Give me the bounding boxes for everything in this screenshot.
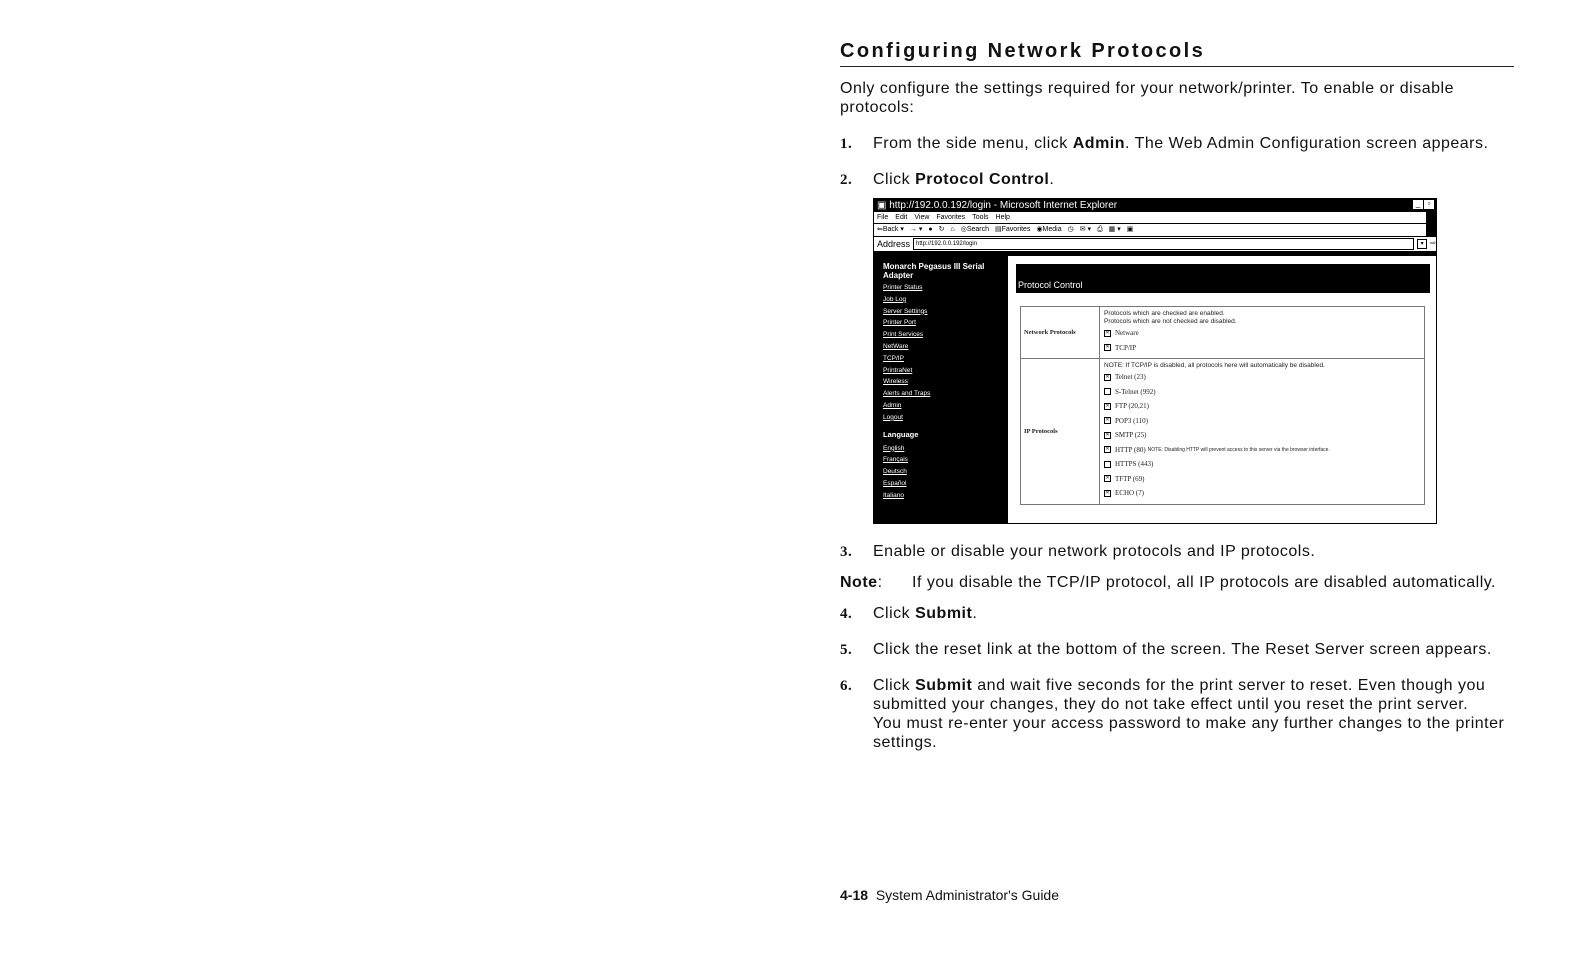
- language-english[interactable]: English: [883, 444, 905, 452]
- step-6: 6. Click Submit and wait five seconds for the print server to reset. Even though you submitted your changes, they do not take effect until you reset the print server. You must re-enter your access password to make any further changes to the printer settings.: [840, 676, 1514, 752]
- language-francais[interactable]: Français: [883, 456, 908, 464]
- sidebar-item-wireless[interactable]: Wireless: [883, 378, 908, 386]
- ip-protocol-label: S-Telnet (992): [1115, 387, 1156, 396]
- network-protocols-cell: Protocols which are checked are enabled. Protocols which are not checked are disabled. ✕ Netware ✕ TCP/IP: [1100, 307, 1425, 359]
- protocol-table: [1020, 306, 1425, 505]
- menu-file[interactable]: File: [877, 214, 889, 221]
- network-protocol-label: Netware: [1115, 329, 1139, 337]
- ip-protocol-label: SMTP (25): [1115, 431, 1147, 439]
- sidebar-item-printer-port[interactable]: Printer Port: [883, 319, 916, 327]
- checked-checkbox[interactable]: [1104, 490, 1111, 497]
- note-label: Note: [840, 574, 878, 591]
- media-icon: ◉: [1036, 226, 1043, 233]
- ip-protocol-item: [1104, 370, 1420, 385]
- language-espanol[interactable]: Español: [883, 479, 907, 487]
- page-footer: [840, 887, 1059, 903]
- panel-title: Protocol Control: [1018, 280, 1083, 290]
- panel-header: [1016, 264, 1430, 293]
- address-label: Address: [877, 239, 911, 249]
- ip-protocol-item: [1104, 443, 1420, 458]
- admin-sidebar: [874, 256, 1004, 523]
- sidebar-item-admin[interactable]: Admin: [883, 401, 902, 409]
- restore-icon[interactable]: ▫: [1424, 200, 1434, 209]
- edit-icon[interactable]: ▦ ▾: [1108, 226, 1121, 233]
- step-1: 1. From the side menu, click Admin. The Web Admin Configuration screen appears.: [840, 135, 1489, 152]
- ip-protocols-label: IP Protocols: [1021, 359, 1100, 505]
- step-6-followup: You must re-enter your access password to make any further changes to the printer settings.: [873, 715, 1505, 751]
- checked-checkbox[interactable]: [1104, 475, 1111, 482]
- favorites-icon: ▤: [995, 226, 1002, 233]
- step-number: 4.: [840, 606, 853, 622]
- document-page: [840, 40, 1514, 752]
- ip-protocol-list: [1104, 370, 1420, 501]
- forward-arrow-icon[interactable]: → ▾: [909, 226, 923, 233]
- ip-protocol-label: FTP (20,21): [1115, 402, 1149, 410]
- favorites-button[interactable]: ▤Favorites: [995, 226, 1031, 233]
- window-title: http://192.0.0.192/login - Microsoft Internet Explorer: [889, 200, 1118, 211]
- discuss-icon[interactable]: ▣: [1126, 226, 1134, 233]
- menu-view[interactable]: View: [914, 214, 930, 221]
- search-icon: ◎: [960, 226, 967, 233]
- window-titlebar: [874, 199, 1436, 212]
- checked-checkbox[interactable]: [1104, 446, 1111, 453]
- step-2: 2. Click Protocol Control.: [840, 171, 1055, 188]
- protocol-control-screenshot: [873, 198, 1437, 524]
- ip-protocol-item: [1104, 414, 1420, 429]
- step-number: 5.: [840, 642, 853, 658]
- ip-protocol-label: Telnet (23): [1115, 373, 1146, 381]
- unchecked-checkbox[interactable]: [1104, 388, 1111, 395]
- sidebar-item-server-settings[interactable]: Server Settings: [883, 307, 928, 315]
- table-row: [1021, 359, 1425, 505]
- menu-favorites[interactable]: Favorites: [936, 214, 966, 221]
- chevron-down-icon[interactable]: ▾: [1417, 239, 1427, 249]
- menu-help[interactable]: Help: [995, 214, 1010, 221]
- print-icon[interactable]: ⎙: [1097, 226, 1103, 233]
- sidebar-item-tcpip[interactable]: TCP/IP: [883, 354, 904, 362]
- home-icon[interactable]: ⌂: [950, 226, 955, 233]
- step-number: 1.: [840, 136, 853, 152]
- network-protocol-item: [1104, 326, 1420, 341]
- address-bar: [874, 237, 1436, 252]
- step-number: 2.: [840, 172, 853, 188]
- sidebar-item-logout[interactable]: Logout: [883, 413, 903, 421]
- checked-checkbox[interactable]: [1104, 344, 1111, 351]
- ip-protocol-item: [1104, 486, 1420, 501]
- ip-protocol-item: [1104, 428, 1420, 443]
- ie-page-icon: ▣: [877, 200, 887, 211]
- ip-protocol-item: [1104, 472, 1420, 487]
- guide-title: System Administrator's Guide: [875, 887, 1059, 903]
- media-button[interactable]: ◉Media: [1036, 226, 1062, 233]
- checked-checkbox[interactable]: [1104, 330, 1111, 337]
- ip-protocol-label: HTTP (80): [1115, 445, 1146, 454]
- checked-checkbox[interactable]: [1104, 403, 1111, 410]
- ip-protocol-label: POP3 (110): [1115, 416, 1148, 425]
- network-protocol-list: [1104, 326, 1420, 355]
- language-title: Language: [883, 429, 919, 439]
- browser-toolbar: [874, 224, 1426, 237]
- section-heading: Configuring Network Protocols: [840, 40, 1514, 67]
- sidebar-links: [874, 282, 1004, 424]
- sidebar-item-print-services[interactable]: Print Services: [883, 331, 924, 339]
- note-paragraph: Note: If you disable the TCP/IP protocol, all IP protocols are disabled automatically.: [840, 574, 1496, 591]
- language-italiano[interactable]: Italiano: [883, 491, 904, 499]
- ip-protocol-item: [1104, 399, 1420, 414]
- browser-menubar: [874, 212, 1426, 224]
- step-keyword: Admin: [1072, 135, 1126, 152]
- unchecked-checkbox[interactable]: [1104, 461, 1111, 468]
- step-keyword: Protocol Control: [915, 171, 1050, 188]
- page-number: 4-18: [840, 887, 869, 903]
- step-4: 4. Click Submit.: [840, 605, 978, 622]
- refresh-icon[interactable]: ↻: [938, 226, 945, 233]
- network-protocol-label: TCP/IP: [1115, 343, 1137, 352]
- step-keyword: Submit: [915, 677, 973, 694]
- step-3: 3. Enable or disable your network protocols and IP protocols.: [840, 543, 1316, 560]
- sidebar-item-job-log[interactable]: Job Log: [883, 295, 907, 303]
- network-protocols-label: Network Protocols: [1021, 307, 1100, 359]
- sidebar-item-alerts-and-traps[interactable]: Alerts and Traps: [883, 390, 931, 398]
- ip-protocol-label: TFTP (69): [1115, 474, 1145, 483]
- ip-protocol-item: [1104, 457, 1420, 472]
- minimize-icon[interactable]: _: [1413, 200, 1423, 209]
- ip-protocol-label: HTTPS (443): [1115, 460, 1154, 468]
- sidebar-item-netware[interactable]: NetWare: [883, 342, 909, 350]
- window-controls: [1413, 200, 1434, 209]
- note-text: If you disable the TCP/IP protocol, all IP protocols are disabled automatically.: [912, 574, 1496, 591]
- go-icon[interactable]: ⇨: [1430, 240, 1436, 247]
- step-number: 6.: [840, 678, 853, 694]
- sidebar-item-printranet[interactable]: PrintraNet: [883, 366, 913, 374]
- sidebar-title: Monarch Pegasus III Serial Adapter: [883, 262, 985, 280]
- intro-paragraph: Only configure the settings required for your network/printer. To enable or disable protocols:: [840, 80, 1454, 116]
- step-number: 3.: [840, 544, 853, 560]
- step-5: 5. Click the reset link at the bottom of the screen. The Reset Server screen appears.: [840, 641, 1492, 658]
- checked-checkbox[interactable]: [1104, 374, 1111, 381]
- back-button[interactable]: ⇐Back ▾: [877, 226, 904, 233]
- checked-checkbox[interactable]: [1104, 432, 1111, 439]
- ip-protocol-item: [1104, 385, 1420, 400]
- sidebar-item-printer-status[interactable]: Printer Status: [883, 284, 923, 291]
- checked-checkbox[interactable]: [1104, 417, 1111, 424]
- table-row: [1021, 307, 1425, 359]
- ip-protocol-note: NOTE: Disabling HTTP will prevent access to this server via the browser interface.: [1147, 446, 1330, 453]
- address-input[interactable]: http://192.0.0.192/login: [913, 238, 1414, 250]
- mail-icon[interactable]: ✉ ▾: [1079, 226, 1092, 233]
- menu-tools[interactable]: Tools: [972, 214, 989, 221]
- history-icon[interactable]: ◷: [1067, 226, 1074, 233]
- step-keyword: Submit: [915, 605, 973, 622]
- language-deutsch[interactable]: Deutsch: [883, 468, 907, 476]
- search-button[interactable]: ◎Search: [960, 226, 990, 233]
- content-pane: [1006, 256, 1436, 523]
- ip-protocols-cell: NOTE: If TCP/IP is disabled, all protocols here will automatically be disabled. ✕ Telnet (23) S-Telnet (992) ✕ FTP (20,21) ✕ POP3 (110) ✕ SMTP (25) ✕ HTTP (80) NOTE: Disabling HTTP will prevent access to this server via the browser interface. HTTPS (443) ✕ TFTP (69) ✕ ECHO (7): [1100, 359, 1425, 505]
- language-links: [874, 443, 1004, 502]
- menu-edit[interactable]: Edit: [895, 214, 908, 221]
- back-arrow-icon: ⇐: [877, 226, 883, 233]
- ip-protocol-label: ECHO (7): [1115, 489, 1144, 497]
- network-protocol-item: [1104, 341, 1420, 356]
- stop-icon[interactable]: ●: [928, 226, 933, 233]
